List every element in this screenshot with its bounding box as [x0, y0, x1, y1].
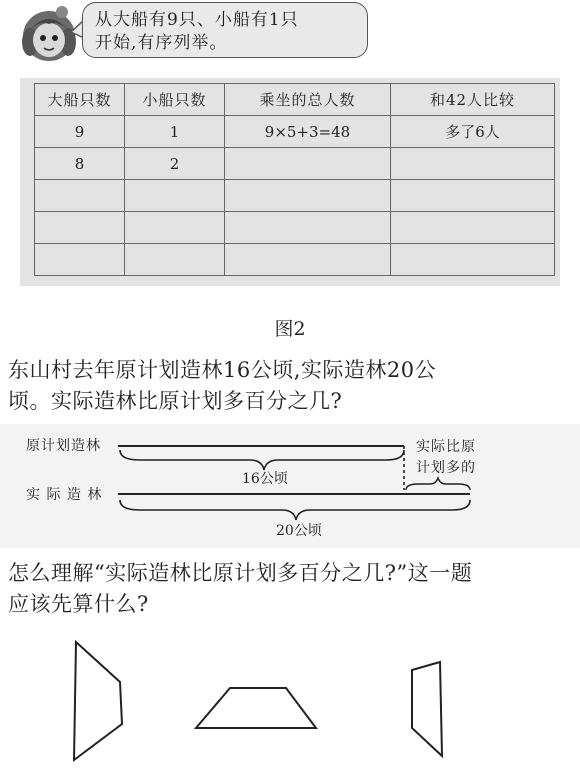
actual-brace — [120, 500, 470, 520]
table-cell — [35, 212, 125, 244]
table-cell — [225, 180, 391, 212]
table-cell — [225, 212, 391, 244]
table-cell: 多了6人 — [391, 116, 555, 148]
bubble-line-2: 开始,有序列举。 — [95, 33, 228, 53]
header-total-people: 乘坐的总人数 — [225, 84, 391, 116]
planned-label: 原计划造林 — [26, 438, 101, 454]
shapes-figure — [0, 630, 580, 768]
table-row — [35, 244, 555, 276]
actual-label: 实 际 造 林 — [26, 487, 103, 503]
table-cell: 9×5+3=48 — [225, 116, 391, 148]
enumeration-table — [34, 83, 555, 276]
table-row — [35, 148, 555, 180]
planned-brace — [120, 450, 404, 470]
enumeration-table-panel — [20, 78, 560, 286]
question-text — [8, 558, 578, 620]
actual-value: 20公顷 — [276, 523, 322, 539]
header-small-boats: 小船只数 — [125, 84, 225, 116]
question-line-1: 怎么理解“实际造林比原计划多百分之几?”这一题 — [8, 561, 473, 585]
table-row — [35, 180, 555, 212]
figure-caption: 图2 — [274, 318, 306, 340]
table-row — [35, 116, 555, 148]
bubble-line-1: 从大船有9只、小船有1只 — [95, 10, 299, 30]
table-cell: 2 — [125, 148, 225, 180]
header-compare-42: 和42人比较 — [391, 84, 555, 116]
table-cell: 8 — [35, 148, 125, 180]
table-cell — [35, 244, 125, 276]
table-cell — [225, 244, 391, 276]
table-cell — [125, 244, 225, 276]
question-line-2: 应该先算什么? — [8, 592, 149, 616]
speech-bubble — [82, 2, 368, 58]
extra-label-line-2: 计划多的 — [416, 460, 476, 476]
table-cell — [125, 212, 225, 244]
table-cell: 1 — [125, 116, 225, 148]
table-cell — [35, 180, 125, 212]
problem-line-2: 顷。实际造林比原计划多百分之几? — [8, 389, 343, 413]
segment-diagram — [0, 424, 580, 548]
table-cell — [391, 212, 555, 244]
table-cell — [391, 148, 555, 180]
header-big-boats: 大船只数 — [35, 84, 125, 116]
table-cell: 9 — [35, 116, 125, 148]
problem-line-1: 东山村去年原计划造林16公顷,实际造林20公 — [8, 358, 437, 382]
planned-value: 16公顷 — [242, 471, 288, 487]
table-cell — [391, 244, 555, 276]
extra-label-line-1: 实际比原 — [416, 439, 476, 455]
table-cell — [225, 148, 391, 180]
table-row — [35, 212, 555, 244]
quadrilateral-left-shape — [74, 642, 122, 760]
extra-brace — [406, 478, 470, 490]
quadrilateral-right-shape — [412, 662, 442, 756]
table-header-row — [35, 84, 555, 116]
table-cell — [391, 180, 555, 212]
trapezoid-shape — [196, 688, 316, 728]
table-cell — [125, 180, 225, 212]
problem-text — [8, 355, 578, 417]
